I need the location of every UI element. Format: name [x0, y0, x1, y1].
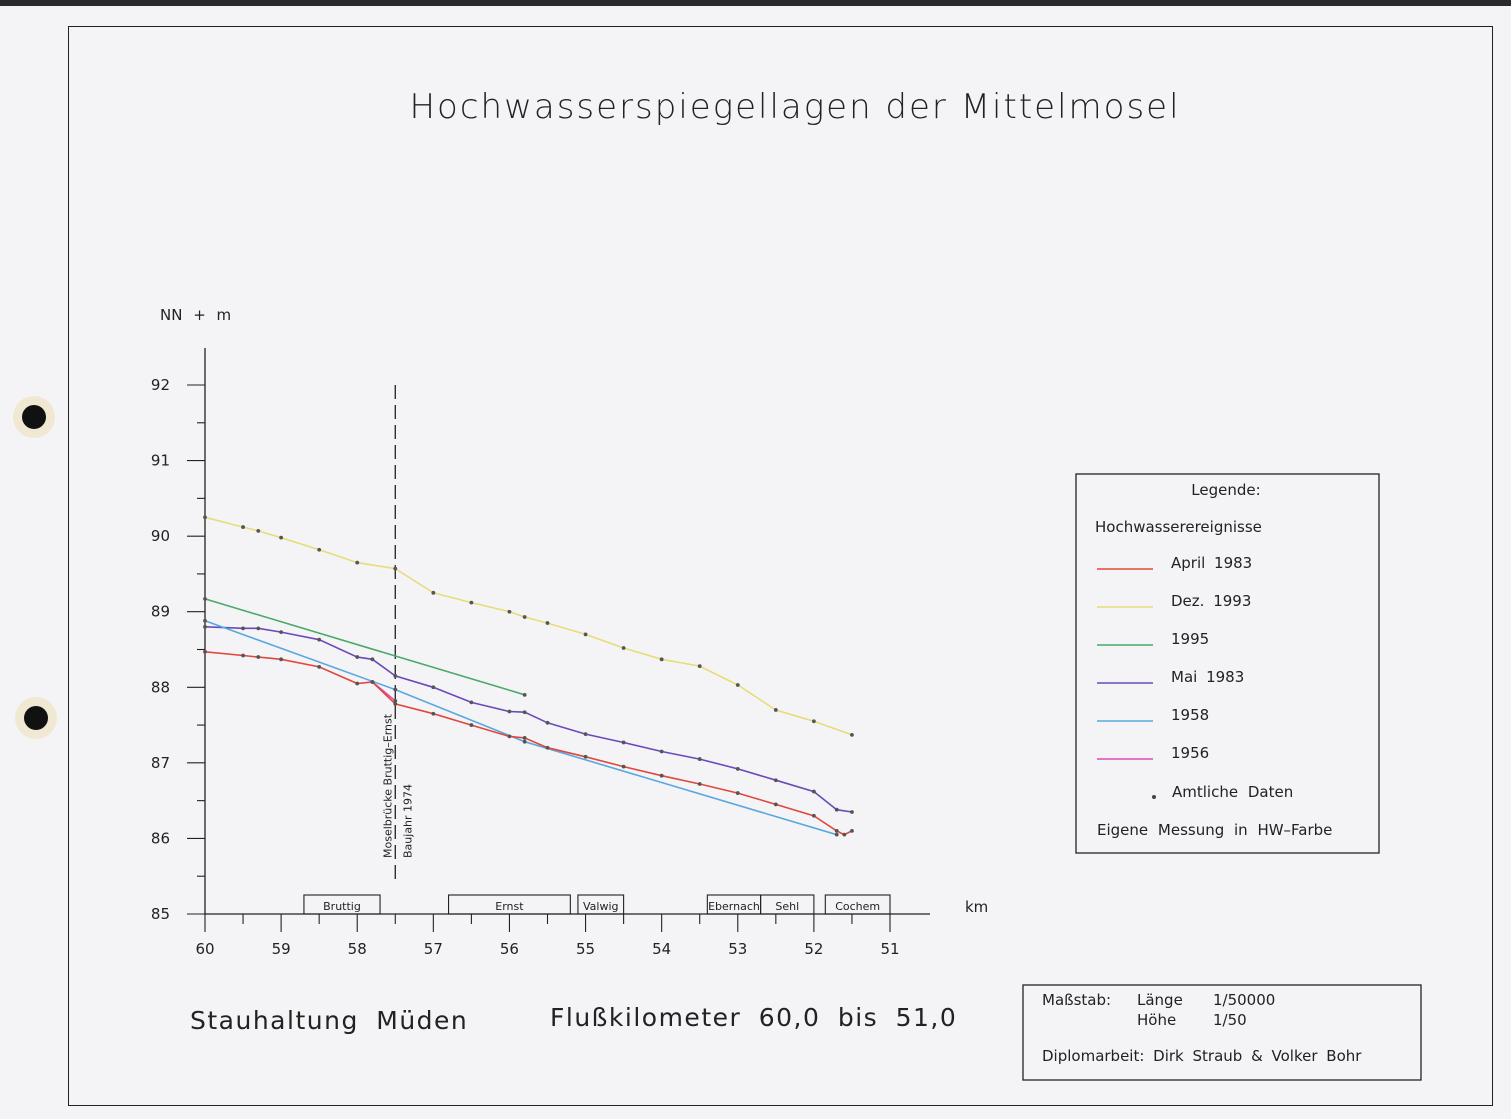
data-point [355, 682, 359, 686]
data-point [203, 597, 207, 601]
data-point [241, 654, 245, 658]
x-tick-label: 59 [271, 940, 291, 958]
data-point [279, 536, 283, 540]
legend-entry-label: 1995 [1171, 630, 1210, 648]
data-point [279, 657, 283, 661]
scale-height-value: 1/50 [1213, 1011, 1247, 1029]
data-point [393, 688, 397, 692]
legend-subtitle: Hochwasserereignisse [1095, 518, 1262, 536]
data-point [698, 664, 702, 668]
x-tick-label: 56 [499, 940, 519, 958]
x-tick-label: 53 [728, 940, 748, 958]
data-point [523, 710, 527, 714]
scale-credit: Diplomarbeit: Dirk Straub & Volker Bohr [1042, 1047, 1362, 1065]
data-point [835, 829, 839, 833]
data-point [835, 833, 839, 837]
data-point [850, 810, 854, 814]
data-point [774, 708, 778, 712]
data-point [546, 621, 550, 625]
data-point [256, 655, 260, 659]
data-point [850, 733, 854, 737]
data-point [371, 680, 375, 684]
data-point [698, 782, 702, 786]
data-point [523, 615, 527, 619]
place-label: Cochem [835, 900, 881, 913]
scale-length-value: 1/50000 [1213, 991, 1276, 1009]
data-point [774, 778, 778, 782]
data-point [469, 601, 473, 605]
data-point [508, 710, 512, 714]
data-point [431, 712, 435, 716]
data-point [279, 630, 283, 634]
data-point [256, 529, 260, 533]
data-point [317, 665, 321, 669]
y-tick-label: 89 [150, 602, 170, 621]
legend-note: Eigene Messung in HW–Farbe [1097, 821, 1333, 839]
y-tick-label: 92 [150, 376, 170, 394]
series-line [205, 599, 525, 695]
legend-entry-label: 1956 [1171, 744, 1210, 762]
place-label: Valwig [583, 900, 619, 913]
data-point [523, 740, 527, 744]
chart-title: Hochwasserspiegellagen der Mittelmosel [409, 87, 1181, 127]
data-point [660, 750, 664, 754]
data-point [622, 741, 626, 745]
data-point [431, 591, 435, 595]
scale-label: Maßstab: [1042, 991, 1112, 1009]
x-axis-label: km [965, 898, 989, 916]
data-point [393, 674, 397, 678]
y-tick-label: 90 [150, 527, 170, 546]
data-point [393, 567, 397, 571]
data-point [523, 693, 527, 697]
data-point [812, 790, 816, 794]
bridge-marker [381, 385, 414, 880]
data-point [523, 736, 527, 740]
y-tick-labels [151, 376, 170, 923]
x-tick-label: 51 [880, 940, 900, 958]
place-label: Ernst [495, 900, 524, 913]
data-point [431, 685, 435, 689]
data-point [256, 626, 260, 630]
x-tick-labels [195, 940, 899, 958]
data-point [241, 525, 245, 529]
y-tick-label: 85 [150, 905, 170, 923]
data-point [622, 646, 626, 650]
footer-range: Flußkilometer 60,0 bis 51,0 [550, 1003, 958, 1032]
x-tick-label: 57 [423, 940, 443, 958]
y-tick-label: 91 [150, 451, 170, 470]
data-point [469, 701, 473, 705]
x-tick-label: 55 [576, 940, 596, 958]
legend [1076, 474, 1379, 853]
legend-entry-label: Mai 1983 [1171, 668, 1245, 686]
series-group [203, 515, 854, 836]
place-label: Sehl [775, 900, 800, 913]
data-point [660, 774, 664, 778]
place-markers [304, 895, 890, 914]
bridge-label: Moselbrücke Bruttig–Ernst [381, 713, 395, 858]
data-point [584, 732, 588, 736]
place-label: Ebernach [708, 900, 760, 913]
place-label: Bruttig [323, 900, 361, 913]
scale-length-label: Länge [1137, 991, 1183, 1009]
data-point [736, 791, 740, 795]
legend-entries [1097, 554, 1252, 762]
data-point [203, 515, 207, 519]
series-line [205, 517, 852, 735]
legend-entry-label: 1958 [1171, 706, 1210, 724]
data-point [203, 619, 207, 623]
data-point [355, 561, 359, 565]
series-line [205, 621, 837, 835]
footer-station: Stauhaltung Müden [190, 1006, 469, 1035]
data-point [469, 723, 473, 727]
data-point [393, 702, 397, 706]
y-axis-label: NN + m [160, 306, 232, 324]
data-point [508, 735, 512, 739]
data-point [241, 626, 245, 630]
data-point [203, 650, 207, 654]
x-tick-label: 60 [195, 940, 215, 958]
y-tick-label: 87 [150, 753, 170, 772]
data-point [317, 548, 321, 552]
data-point [812, 814, 816, 818]
y-tick-label: 88 [150, 678, 170, 697]
legend-entry-label: Dez. 1993 [1171, 592, 1252, 610]
legend-title: Legende: [1191, 481, 1261, 499]
data-point [546, 721, 550, 725]
data-point [371, 657, 375, 661]
data-point [736, 767, 740, 771]
data-point [622, 765, 626, 769]
axes [187, 348, 930, 932]
data-point [584, 632, 588, 636]
x-tick-label: 58 [347, 940, 367, 958]
data-point [812, 719, 816, 723]
data-point [317, 638, 321, 642]
data-point [355, 655, 359, 659]
data-point [660, 657, 664, 661]
data-point [203, 625, 207, 629]
series-line [205, 627, 852, 812]
bridge-year-label: Baujahr 1974 [401, 783, 415, 858]
data-point [774, 803, 778, 807]
x-tick-label: 52 [804, 940, 824, 958]
y-tick-label: 86 [150, 829, 170, 848]
scale-height-label: Höhe [1137, 1011, 1177, 1029]
data-point [835, 808, 839, 812]
data-point [508, 610, 512, 614]
data-point [546, 746, 550, 750]
data-point [698, 757, 702, 761]
legend-dot-marker [1152, 795, 1156, 799]
data-point [850, 829, 854, 833]
data-point [842, 833, 846, 837]
legend-dot-label: Amtliche Daten [1172, 783, 1294, 801]
scale-box [1023, 985, 1421, 1080]
data-point [736, 683, 740, 687]
x-tick-label: 54 [652, 940, 672, 958]
legend-entry-label: April 1983 [1171, 554, 1253, 572]
data-point [584, 755, 588, 759]
